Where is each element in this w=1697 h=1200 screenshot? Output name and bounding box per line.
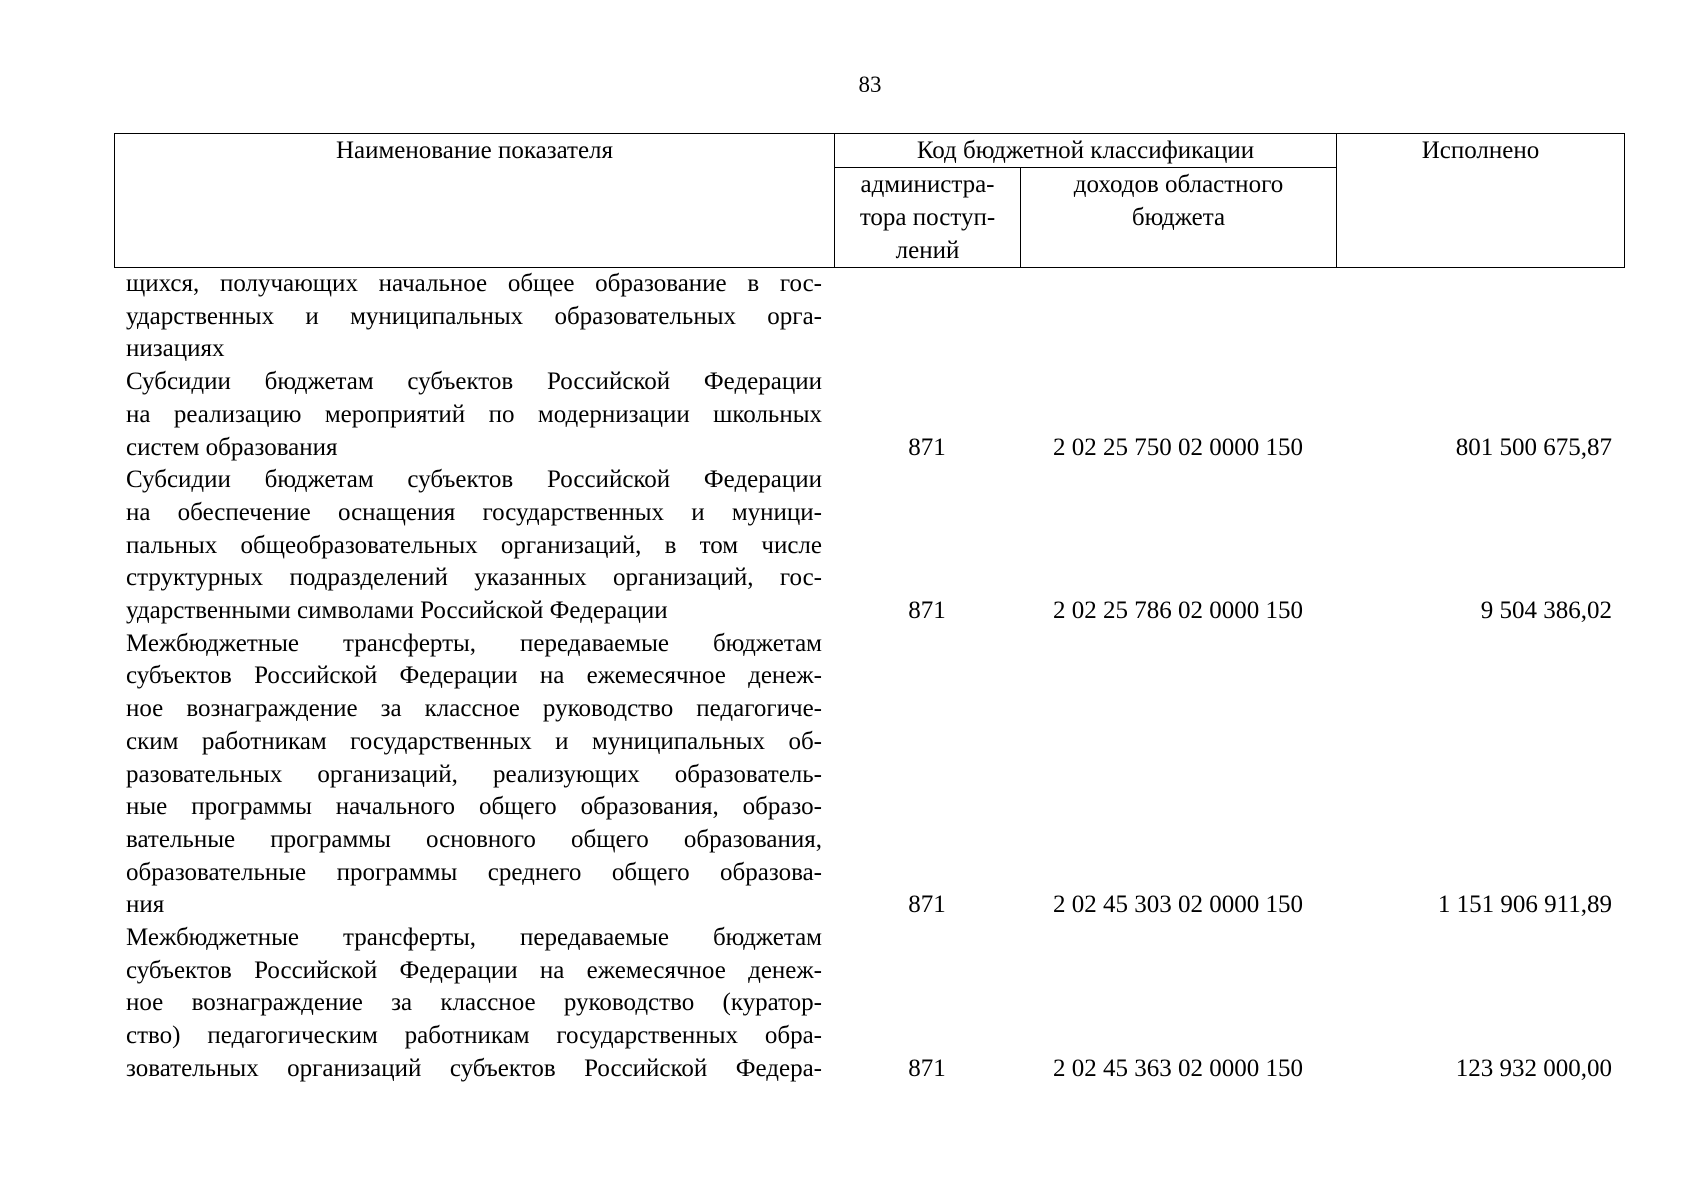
row-name-line: Субсидии бюджетам субъектов Российской Федерации bbox=[126, 368, 822, 396]
row-name-line: ные программы начального общего образования, образо- bbox=[126, 793, 822, 821]
row-admin-code: 871 bbox=[908, 433, 946, 461]
header-name-column: Наименование показателя bbox=[115, 134, 835, 268]
row-income-code: 2 02 25 786 02 0000 150 bbox=[1053, 597, 1303, 625]
table-row bbox=[114, 922, 1624, 1086]
row-admin-code: 871 bbox=[908, 891, 946, 919]
row-amount: 1 151 906 911,89 bbox=[1437, 891, 1612, 919]
row-income-code: 2 02 25 750 02 0000 150 bbox=[1053, 433, 1303, 461]
row-name bbox=[114, 922, 834, 1086]
row-name bbox=[114, 464, 834, 628]
row-name-line: ное вознаграждение за классное руководство (куратор- bbox=[126, 989, 822, 1017]
row-name bbox=[114, 366, 834, 464]
row-name-line: ударственных и муниципальных образовательных орга- bbox=[126, 302, 822, 330]
row-name-line: на реализацию мероприятий по модернизации школьных bbox=[126, 400, 822, 428]
table-row bbox=[114, 268, 1624, 366]
header-admin-line: лений bbox=[895, 237, 960, 264]
row-name-line: ским работникам государственных и муниципальных об- bbox=[126, 727, 822, 755]
row-name-line: разовательных организаций, реализующих образователь- bbox=[126, 760, 822, 788]
row-name-line: зовательных организаций субъектов Российской Федера- bbox=[126, 1054, 822, 1082]
table-row bbox=[114, 628, 1624, 922]
header-admin-line: администра- bbox=[860, 171, 995, 198]
row-name-line: Межбюджетные трансферты, передаваемые бюджетам bbox=[126, 629, 822, 657]
row-amount: 123 932 000,00 bbox=[1455, 1054, 1612, 1082]
header-code-group: Код бюджетной классификации bbox=[835, 134, 1337, 168]
row-name-line: ния bbox=[126, 891, 165, 919]
row-admin-code: 871 bbox=[908, 1054, 946, 1082]
row-income-code: 2 02 45 363 02 0000 150 bbox=[1053, 1054, 1303, 1082]
row-name-line: ство) педагогическим работникам государственных обра- bbox=[126, 1022, 822, 1050]
table-body bbox=[114, 268, 1624, 1086]
header-admin-column bbox=[835, 168, 1021, 268]
row-name bbox=[114, 268, 834, 366]
row-amount: 801 500 675,87 bbox=[1455, 433, 1612, 461]
row-income-code bbox=[1020, 268, 1336, 366]
header-executed-column: Исполнено bbox=[1337, 134, 1625, 268]
table-header bbox=[114, 133, 1625, 268]
row-name bbox=[114, 628, 834, 922]
row-amount bbox=[1336, 268, 1624, 366]
header-income-column bbox=[1021, 168, 1337, 268]
budget-table bbox=[114, 133, 1624, 1086]
header-admin-line: тора поступ- bbox=[859, 204, 996, 231]
row-name-line: щихся, получающих начальное общее образование в гос- bbox=[126, 270, 822, 297]
row-name-line: субъектов Российской Федерации на ежемесячное денеж- bbox=[126, 956, 822, 984]
row-name-line: низациях bbox=[126, 335, 225, 363]
row-admin-code: 871 bbox=[908, 597, 946, 625]
page-number: 83 bbox=[858, 72, 882, 97]
row-income-code: 2 02 45 303 02 0000 150 bbox=[1053, 891, 1303, 919]
row-name-line: субъектов Российской Федерации на ежемесячное денеж- bbox=[126, 662, 822, 690]
table-row bbox=[114, 366, 1624, 464]
header-income-line: доходов областного bbox=[1073, 171, 1284, 198]
row-name-line: образовательные программы среднего общего образова- bbox=[126, 858, 822, 886]
row-name-line: структурных подразделений указанных организаций, гос- bbox=[126, 564, 822, 592]
header-income-line: бюджета bbox=[1131, 204, 1226, 231]
row-name-line: пальных общеобразовательных организаций, в том числе bbox=[126, 531, 822, 559]
row-amount: 9 504 386,02 bbox=[1480, 597, 1612, 625]
row-name-line: ное вознаграждение за классное руководство педагогиче- bbox=[126, 695, 822, 723]
row-name-line: вательные программы основного общего образования, bbox=[126, 825, 822, 853]
row-name-line: ударственными символами Российской Федерации bbox=[126, 597, 668, 625]
row-name-line: систем образования bbox=[126, 433, 338, 461]
row-admin-code bbox=[834, 268, 1020, 366]
row-name-line: Межбюджетные трансферты, передаваемые бюджетам bbox=[126, 924, 822, 952]
row-name-line: на обеспечение оснащения государственных и муници- bbox=[126, 498, 822, 526]
row-name-line: Субсидии бюджетам субъектов Российской Федерации bbox=[126, 466, 822, 494]
table-row bbox=[114, 464, 1624, 628]
